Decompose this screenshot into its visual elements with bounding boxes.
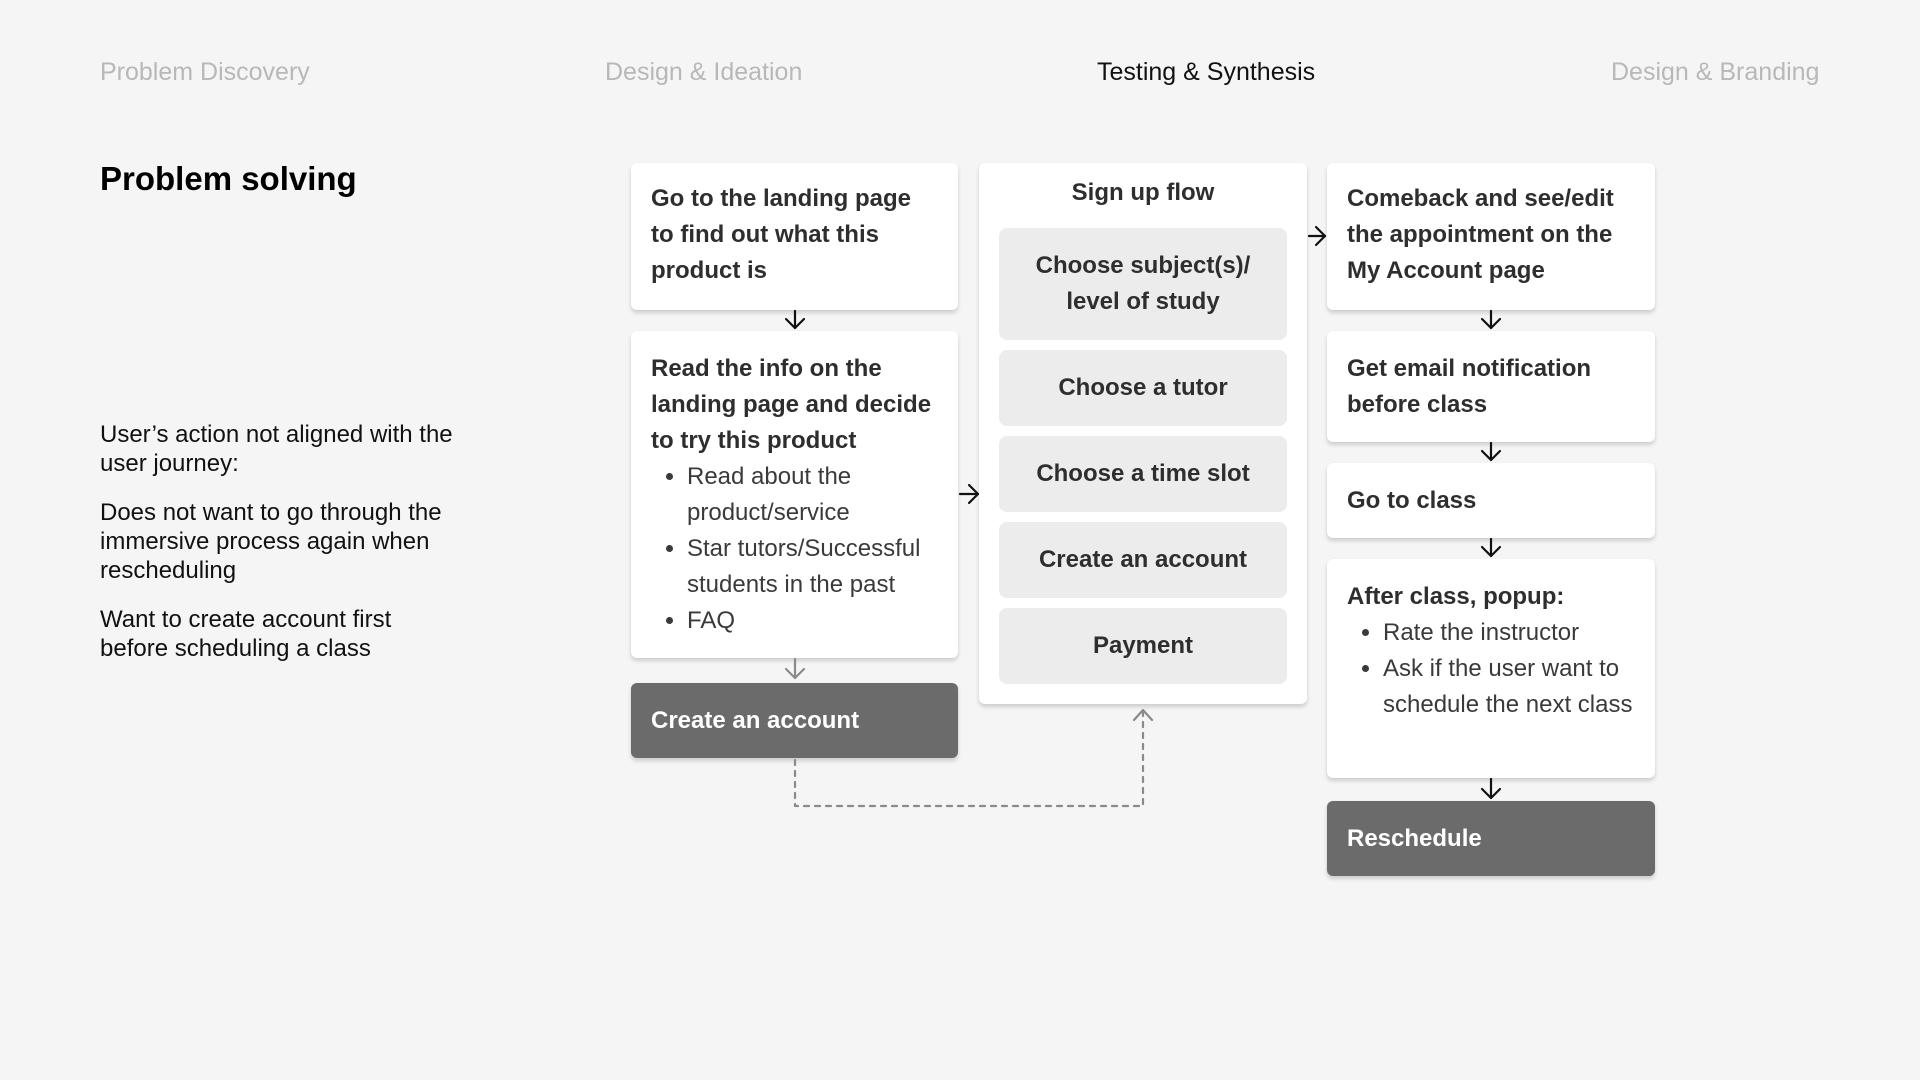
notes — [100, 420, 460, 683]
section-title: Problem solving — [100, 160, 357, 197]
card-comeback — [1327, 163, 1655, 310]
step-create-account[interactable] — [999, 522, 1287, 598]
card-landing-page — [631, 163, 958, 310]
arrow-down-muted-icon — [786, 659, 804, 678]
after-class-list — [1347, 615, 1635, 723]
signup-flow-title: Sign up flow — [1071, 179, 1215, 206]
step-choose-tutor[interactable] — [999, 350, 1287, 426]
step-choose-subject-label: Choose subject(s)/ level of study — [1035, 252, 1251, 315]
card-email-notification — [1327, 331, 1655, 442]
step-choose-time-slot-label: Choose a time slot — [1036, 460, 1250, 487]
tab-design-ideation[interactable]: Design & Ideation — [605, 58, 803, 86]
step-choose-tutor-label: Choose a tutor — [1058, 374, 1228, 401]
list-item: • Ask if the user want to schedule the next class — [1383, 651, 1635, 723]
card-go-to-class-text: Go to class — [1347, 486, 1477, 514]
card-read-info-text: Read the info on the landing page and decide to try this product — [651, 355, 932, 454]
card-reschedule — [1327, 801, 1655, 876]
list-item: • FAQ — [687, 603, 938, 639]
arrow-right-icon — [1309, 227, 1325, 245]
step-payment[interactable] — [999, 608, 1287, 684]
tab-testing-synthesis[interactable]: Testing & Synthesis — [1097, 58, 1316, 86]
arrow-right-icon — [960, 485, 978, 503]
card-create-account-alt — [631, 683, 958, 758]
arrow-up-muted-icon — [1134, 710, 1152, 720]
card-after-class — [1327, 559, 1655, 778]
arrow-down-icon — [1482, 539, 1500, 556]
card-reschedule-text: Reschedule — [1347, 824, 1482, 852]
note-not-aligned: User’s action not aligned with the user journey: — [100, 421, 453, 477]
note-account-first: Want to create account first before scheduling a class — [100, 606, 392, 662]
arrow-down-icon — [1482, 311, 1500, 328]
arrow-down-icon — [1482, 779, 1500, 798]
card-comeback-text: Comeback and see/edit the appointment on the My Account page — [1347, 185, 1614, 284]
step-choose-subject[interactable] — [999, 228, 1287, 340]
card-create-account-alt-text: Create an account — [651, 706, 860, 734]
step-choose-time-slot[interactable] — [999, 436, 1287, 512]
card-email-notification-text: Get email notification before class — [1347, 355, 1592, 418]
step-payment-label: Payment — [1092, 632, 1194, 659]
arrow-down-icon — [1482, 443, 1500, 460]
step-create-account-label: Create an account — [1038, 546, 1248, 573]
card-after-class-text: After class, popup: — [1347, 583, 1565, 610]
list-item: • Star tutors/Successful students in the past — [687, 531, 938, 603]
tab-problem-discovery[interactable]: Problem Discovery — [100, 58, 310, 86]
card-read-info — [631, 331, 958, 658]
list-item: • Read about the product/service — [687, 459, 938, 531]
read-info-list — [651, 459, 938, 639]
list-item: • Rate the instructor — [1383, 615, 1635, 651]
signup-flow-container — [979, 163, 1307, 704]
note-rescheduling: Does not want to go through the immersive process again when rescheduling — [100, 499, 442, 584]
tab-design-branding[interactable]: Design & Branding — [1611, 58, 1820, 86]
card-landing-page-text: Go to the landing page to find out what this product is — [651, 185, 911, 284]
card-go-to-class — [1327, 463, 1655, 538]
arrow-down-icon — [786, 311, 804, 328]
